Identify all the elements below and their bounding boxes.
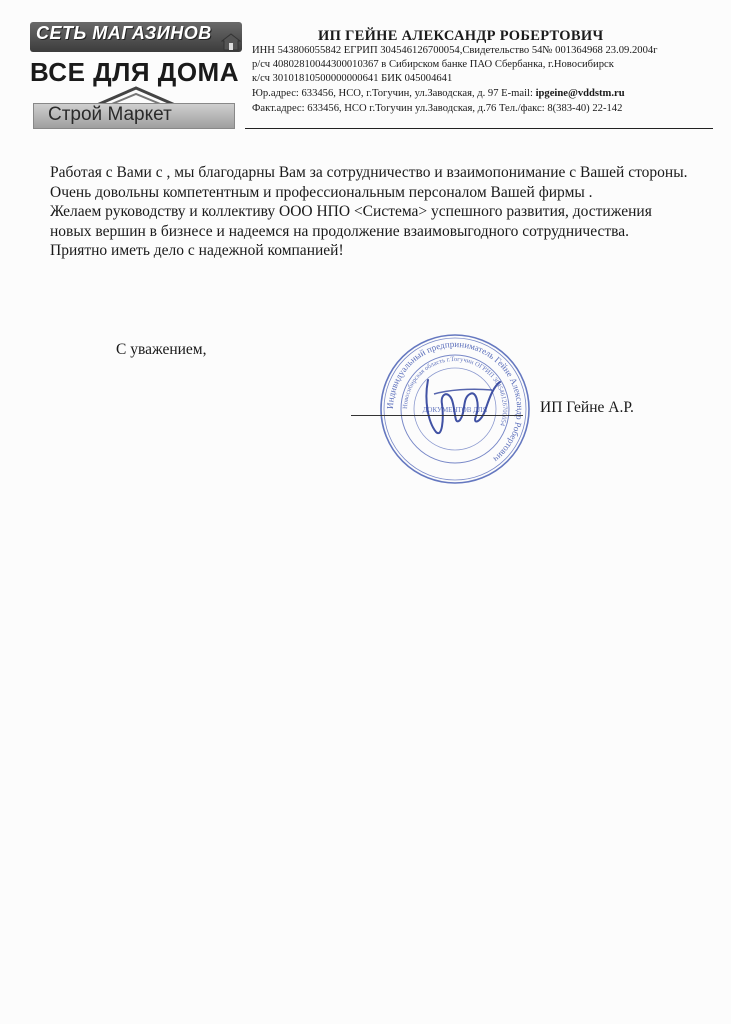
requisites-line-5: Факт.адрес: 633456, НСО г.Тогучин ул.Заводская, д.76 Тел./факс: 8(383-40) 22-142 [252,103,623,114]
signature-line [351,415,523,416]
legal-address: Юр.адрес: 633456, НСО, г.Тогучин, ул.Заводская, д. 97 E-mail: [252,88,536,99]
company-name: ИП ГЕЙНЕ АЛЕКСАНДР РОБЕРТОВИЧ [318,28,604,44]
stamp-center-text: ДОКУМЕНТОВ ДЛЯ [422,406,488,414]
signer-name: ИП Гейне А.Р. [540,399,634,416]
logo-main-text: ВСЕ ДЛЯ ДОМА [30,57,239,87]
closing-phrase: С уважением, [116,341,207,358]
house-icon [221,33,241,51]
logo-bottom-banner [33,103,235,129]
logo-bottom-text: Строй Маркет [48,104,172,125]
stamp-inner-text: Новосибирская область г.Тогучин ОГРИП 304546126700054 [401,355,509,427]
paragraph-gratitude: Работая с Вами с , мы благодарны Вам за сотрудничество и взаимопонимание с Вашей стороны. Очень довольны компетентным и профессиональным персоналом Вашей фирмы . [50,164,688,201]
requisites-line-4 [252,88,625,100]
letter-body [50,163,690,261]
logo-banner [30,22,242,52]
email-link[interactable]: ipgeine@vddstm.ru [535,88,625,99]
logo-top-text: СЕТЬ МАГАЗИНОВ [36,23,212,43]
requisites-line-1: ИНН 543806055842 ЕГРИП 304546126700054,Свидетельство 54№ 001364968 23.09.2004г [252,45,658,56]
stamp-outer-text: Индивидуальный предприниматель Гейне Александр Робертович [384,338,526,465]
signature-icon [414,360,506,446]
requisites-line-2: р/сч 40802810044300010367 в Сибирском банке ПАО Сбербанка, г.Новосибирск [252,59,614,70]
header-divider [245,128,713,129]
requisites-line-3: к/сч 30101810500000000641 БИК 045004641 [252,73,453,84]
paragraph-wishes: Желаем руководству и коллективу ООО НПО <Система> успешного развития, достижения новых вершин в бизнесе и надеемся на продолжение взаимовыгодного сотрудничества. Приятно иметь дело с надежной компанией! [50,203,652,259]
